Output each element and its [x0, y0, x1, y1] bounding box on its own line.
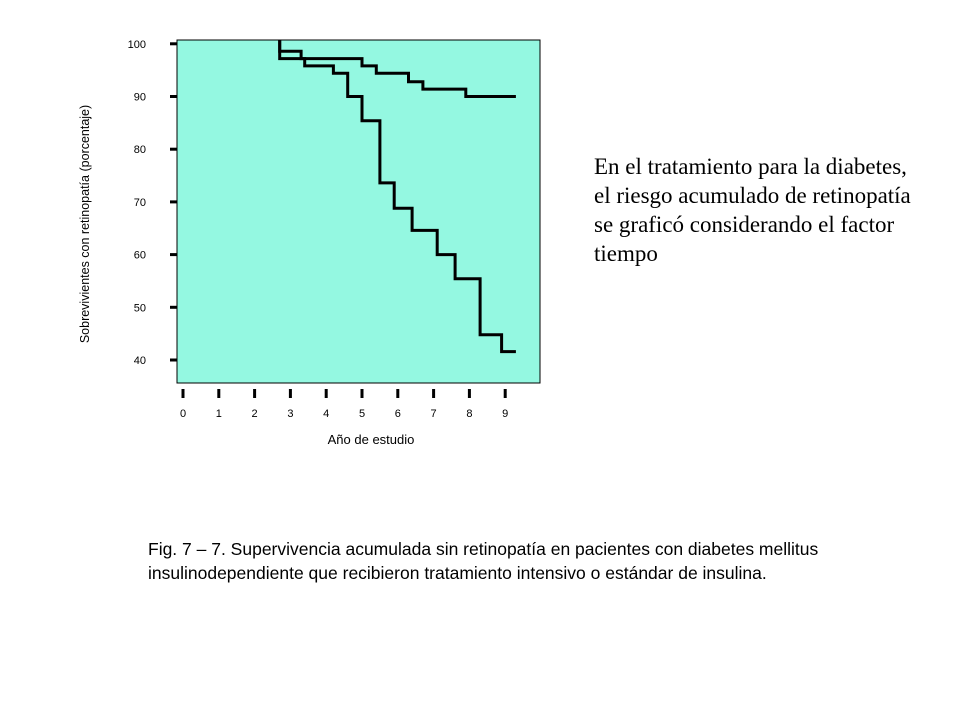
y-tick-label: 60 — [133, 249, 146, 262]
x-tick-label: 0 — [179, 408, 187, 420]
y-tick-label: 40 — [133, 355, 146, 367]
x-axis-label: Año de estudio — [327, 432, 415, 447]
x-tick-label: 8 — [466, 408, 473, 420]
y-tick-label: 50 — [133, 302, 146, 315]
figure-caption: Fig. 7 – 7. Supervivencia acumulada sin retinopatía en pacientes con diabetes mellitus insulinodependiente que recibieron tratamiento intensivo o estándar de insulina. — [148, 539, 819, 583]
x-tick-label: 4 — [323, 408, 330, 420]
plot-area — [177, 40, 540, 383]
x-tick-label: 5 — [358, 408, 366, 420]
x-tick-label: 3 — [287, 408, 294, 420]
x-tick-label: 7 — [430, 408, 437, 420]
x-tick-label: 1 — [215, 408, 222, 420]
y-tick-label: 100 — [127, 38, 146, 51]
y-tick-label: 80 — [133, 144, 146, 157]
y-tick-label: 70 — [133, 196, 146, 209]
description-text: En el tratamiento para la diabetes, el riesgo acumulado de retinopatía se graficó considerando el factor tiempo — [594, 154, 911, 266]
x-tick-label: 9 — [502, 408, 509, 420]
y-tick-label: 90 — [133, 91, 146, 104]
x-tick-label: 2 — [251, 408, 258, 420]
y-axis-label: Sobrevivientes con retinopatía (porcentaje) — [78, 104, 92, 344]
x-tick-label: 6 — [394, 408, 401, 420]
